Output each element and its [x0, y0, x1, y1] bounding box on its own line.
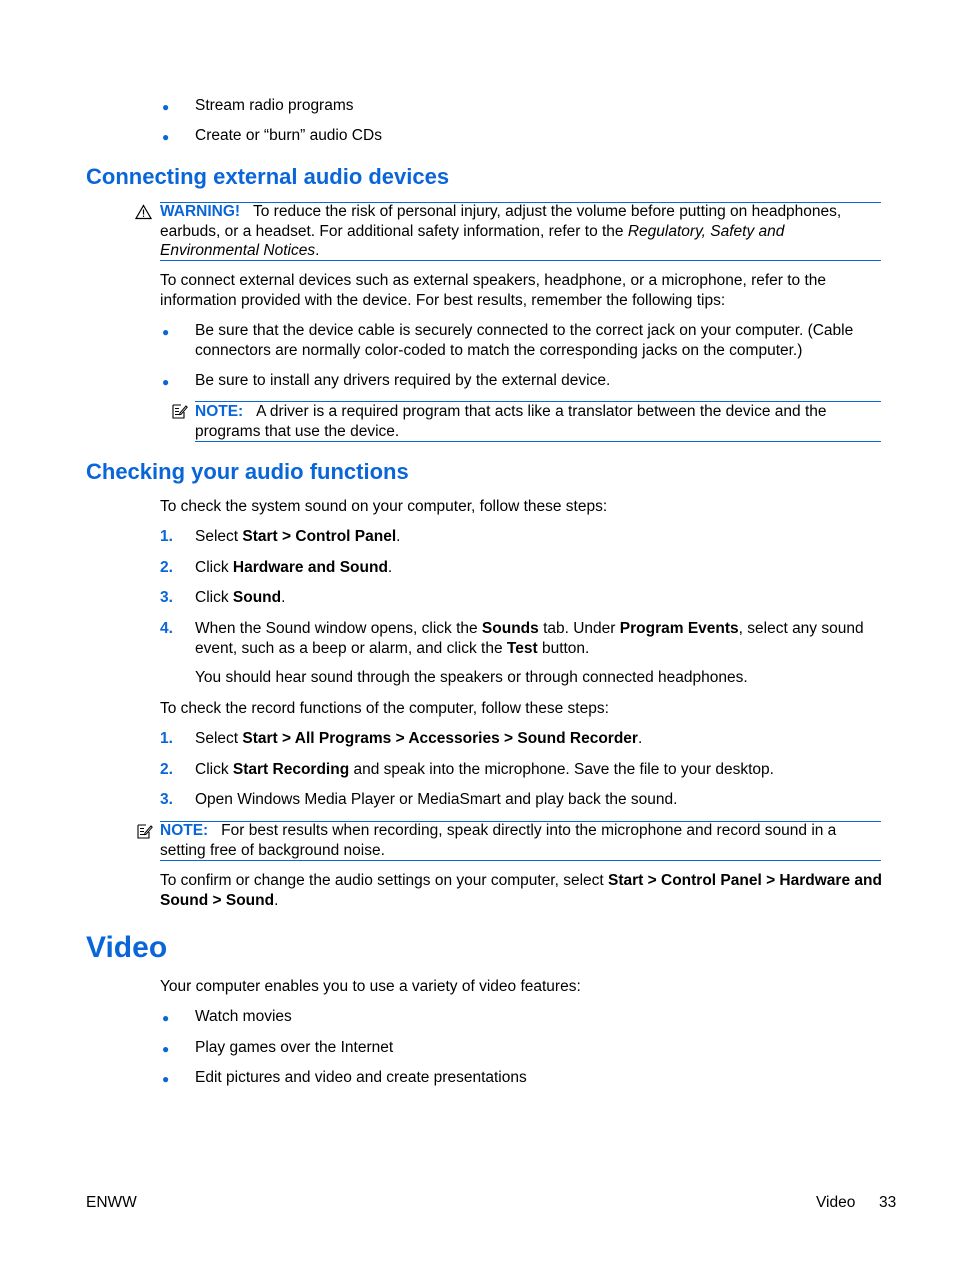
confirm-paragraph: To confirm or change the audio settings on your computer, select Start > Control Panel > Hardware and Sound > Sound. — [160, 872, 882, 909]
step-item: Select Start > Control Panel. — [195, 528, 401, 545]
bullet-dot: ● — [162, 325, 170, 339]
step-number: 2. — [160, 761, 173, 778]
note-text: NOTE: For best results when recording, speak directly into the microphone and record sound in a setting free of background noise. — [160, 822, 837, 859]
step-number: 3. — [160, 589, 173, 606]
list-item: Stream radio programs — [195, 97, 354, 114]
step-number: 1. — [160, 730, 173, 747]
page-number: 33 — [879, 1194, 897, 1211]
section-heading-connecting: Connecting external audio devices — [86, 164, 450, 189]
list-item: Be sure that the device cable is securely connected to the correct jack on your computer. (Cable connectors are normally color-coded to match the corresponding jacks on the computer.) — [195, 322, 854, 359]
record-intro: To check the record functions of the computer, follow these steps: — [160, 700, 609, 717]
list-item: Edit pictures and video and create presentations — [195, 1069, 527, 1086]
bullet-dot: ● — [162, 1042, 170, 1056]
bullet-dot: ● — [162, 1011, 170, 1025]
connect-intro: To connect external devices such as external speakers, headphone, or a microphone, refer to the information provided with the device. For best results, remember the following tips: — [160, 272, 827, 309]
note-label: NOTE: — [195, 403, 244, 420]
warning-icon — [135, 204, 152, 220]
note-label: NOTE: — [160, 822, 209, 839]
notices-reference: Regulatory, Safety and Environmental Notices — [160, 222, 785, 259]
note-text: NOTE: A driver is a required program that acts like a translator between the device and the programs that use the device. — [195, 403, 827, 440]
bullet-dot: ● — [162, 130, 170, 144]
step-item: Click Start Recording and speak into the microphone. Save the file to your desktop. — [195, 761, 774, 778]
note-bottom-rule — [195, 441, 881, 442]
warning-bottom-rule — [160, 260, 881, 261]
step-item: When the Sound window opens, click the Sounds tab. Under Program Events, select any sound event, such as a beep or alarm, and click the Test button. — [195, 620, 864, 657]
step-followup: You should hear sound through the speakers or through connected headphones. — [195, 669, 748, 686]
step-item: Open Windows Media Player or MediaSmart and play back the sound. — [195, 791, 678, 808]
bullet-dot: ● — [162, 375, 170, 389]
check-intro: To check the system sound on your computer, follow these steps: — [160, 498, 608, 515]
list-item: Be sure to install any drivers required by the external device. — [195, 372, 611, 389]
list-item: Play games over the Internet — [195, 1039, 394, 1056]
section-heading-checking: Checking your audio functions — [86, 459, 409, 484]
note-bottom-rule — [160, 860, 881, 861]
footer-section: Video — [816, 1194, 856, 1211]
step-number: 3. — [160, 791, 173, 808]
step-number: 1. — [160, 528, 173, 545]
bullet-dot: ● — [162, 100, 170, 114]
step-item: Click Sound. — [195, 589, 286, 606]
list-item: Create or “burn” audio CDs — [195, 127, 382, 144]
note-icon — [136, 823, 153, 840]
video-heading: Video — [86, 931, 168, 964]
note-icon — [171, 403, 188, 420]
list-item: Watch movies — [195, 1008, 292, 1025]
warning-label: WARNING! — [160, 203, 241, 220]
step-number: 4. — [160, 620, 173, 637]
warning-text: WARNING! To reduce the risk of personal injury, adjust the volume before putting on headphones, earbuds, or a headset. For additional safety information, refer to the Regulatory, Safety and Environmental Notices. — [160, 203, 842, 259]
step-item: Select Start > All Programs > Accessories > Sound Recorder. — [195, 730, 643, 747]
footer-left: ENWW — [86, 1194, 137, 1211]
bullet-dot: ● — [162, 1072, 170, 1086]
step-number: 2. — [160, 559, 173, 576]
video-intro: Your computer enables you to use a variety of video features: — [160, 978, 581, 995]
step-item: Click Hardware and Sound. — [195, 559, 393, 576]
